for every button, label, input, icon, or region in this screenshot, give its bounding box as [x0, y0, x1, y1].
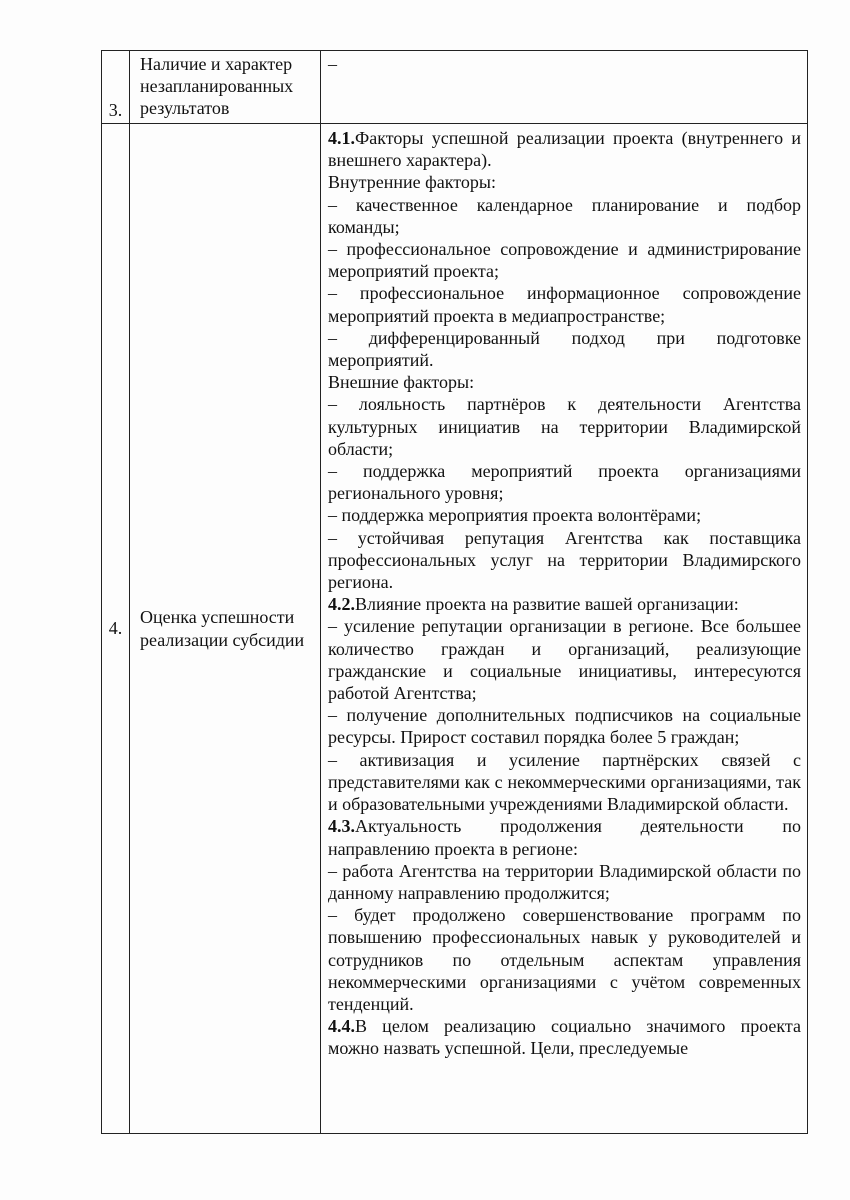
paragraph	[328, 127, 801, 171]
paragraph	[328, 371, 801, 393]
paragraph-text: Факторы успешной реализации проекта (внутреннего и внешнего характера).	[328, 128, 801, 171]
row-number: 4.	[102, 124, 130, 1134]
section-number: 4.3.	[328, 816, 355, 837]
paragraph-text: – профессиональное информационное сопровождение мероприятий проекта в медиапространстве;	[328, 283, 801, 326]
paragraph	[328, 504, 801, 526]
paragraph	[328, 327, 801, 371]
paragraph-text: – усиление репутации организации в регионе. Все большее количество граждан и организаций, реализующие гражданские и социальные инициативы, интересуются работой Агентства;	[328, 616, 801, 704]
paragraph	[328, 238, 801, 282]
row-content: –	[321, 51, 808, 124]
row-number: 3.	[102, 51, 130, 124]
table-row	[102, 124, 808, 1134]
paragraph-text: Внешние факторы:	[328, 372, 475, 393]
paragraph-text: – активизация и усиление партнёрских связей с представителями как с некоммерческими организациями, так и образовательными учреждениями Владимирской области.	[328, 749, 801, 815]
paragraph	[328, 393, 801, 460]
paragraph	[328, 904, 801, 1015]
paragraph	[328, 1015, 801, 1059]
paragraph	[328, 282, 801, 326]
paragraph	[328, 194, 801, 238]
paragraph	[328, 171, 801, 193]
section-number: 4.1.	[328, 128, 355, 148]
section-number: 4.4.	[328, 1016, 355, 1037]
paragraph-text: Актуальность продолжения деятельности по направлению проекта в регионе:	[328, 816, 801, 859]
row-label: Наличие и характер незапланированных результатов	[130, 51, 321, 124]
paragraph-text: В целом реализацию социально значимого проекта можно назвать успешной. Цели, преследуемые	[328, 1016, 801, 1059]
paragraph-text: – лояльность партнёров к деятельности Агентства культурных инициатив на территории Владимирской области;	[328, 394, 801, 459]
row-label: Оценка успешности реализации субсидии	[130, 124, 321, 1134]
paragraph	[328, 593, 801, 615]
results-table	[101, 50, 808, 1134]
row-content	[321, 124, 808, 1134]
paragraph	[328, 815, 801, 859]
paragraph	[328, 860, 801, 904]
paragraph-text: – качественное календарное планирование и подбор команды;	[328, 194, 801, 237]
paragraph-text: – поддержка мероприятия проекта волонтёрами;	[328, 505, 702, 526]
paragraph-text: – устойчивая репутация Агентства как поставщика профессиональных услуг на территории Владимирского региона.	[328, 527, 801, 593]
paragraph-text: Влияние проекта на развитие вашей организации:	[355, 594, 739, 615]
section-number: 4.2.	[328, 594, 355, 615]
paragraph-text: – поддержка мероприятий проекта организациями регионального уровня;	[328, 461, 801, 504]
paragraph	[328, 704, 801, 748]
paragraph-text: – будет продолжено совершенствование программ по повышению профессиональных навык у руководителей и сотрудников по отдельным аспектам управления некоммерческими организациями с учётом современных тенденций.	[328, 905, 801, 1014]
paragraph-text: – работа Агентства на территории Владимирской области по данному направлению продолжится;	[328, 860, 801, 903]
paragraph	[328, 749, 801, 816]
paragraph	[328, 460, 801, 504]
table-row	[102, 51, 808, 124]
paragraph	[328, 527, 801, 594]
paragraph-text: – профессиональное сопровождение и администрирование мероприятий проекта;	[328, 239, 801, 282]
paragraph-text: – получение дополнительных подписчиков на социальные ресурсы. Прирост составил порядка более 5 граждан;	[328, 705, 801, 748]
paragraph-text: – дифференцированный подход при подготовке мероприятий.	[328, 327, 801, 371]
paragraph-text: Внутренние факторы:	[328, 172, 496, 193]
paragraph	[328, 615, 801, 704]
paragraph-list	[328, 127, 801, 1059]
